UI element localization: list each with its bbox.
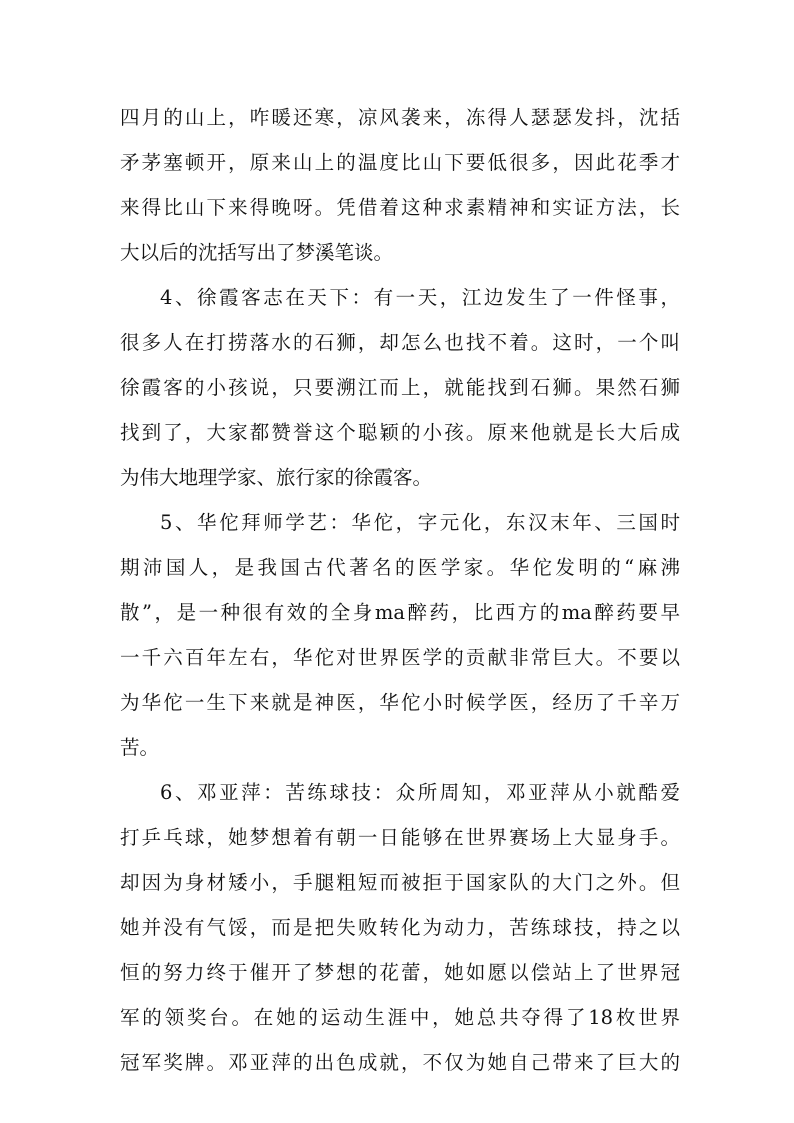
text-line: 期沛国人，是我国古代著名的医学家。华佗发明的“麻沸: [120, 556, 680, 579]
text-line: 来得比山下来得晚呀。凭借着这种求素精神和实证方法，长: [120, 196, 680, 219]
text-line: 四月的山上，咋暖还寒，凉风袭来，冻得人瑟瑟发抖，沈括: [120, 106, 680, 129]
text-line: 一千六百年左右，华佗对世界医学的贡献非常巨大。不要以: [120, 646, 680, 669]
text-line: 散”，是一种很有效的全身ma醉药，比西方的ma醉药要早: [120, 601, 680, 624]
paragraph-deng-yaping: [120, 770, 680, 1085]
text-line: 为华佗一生下来就是神医，华佗小时候学医，经历了千辛万: [120, 691, 680, 714]
text-line: 大以后的沈括写出了梦溪笔谈。: [120, 241, 394, 264]
paragraph-shen-kuo-continued: [120, 95, 680, 275]
text-line: 6、邓亚萍：苦练球技：众所周知，邓亚萍从小就酷爱: [160, 781, 680, 804]
text-line: 找到了，大家都赞誉这个聪颖的小孩。原来他就是长大后成: [120, 421, 680, 444]
text-line: 却因为身材矮小，手腿粗短而被拒于国家队的大门之外。但: [120, 871, 680, 894]
text-line: 恒的努力终于催开了梦想的花蕾，她如愿以偿站上了世界冠: [120, 961, 680, 984]
text-line: 徐霞客的小孩说，只要溯江而上，就能找到石狮。果然石狮: [120, 376, 680, 399]
paragraph-hua-tuo: [120, 500, 680, 770]
text-line: 为伟大地理学家、旅行家的徐霞客。: [120, 466, 433, 489]
text-line: 4、徐霞客志在天下：有一天，江边发生了一件怪事，: [160, 286, 680, 309]
text-line: 矛茅塞顿开，原来山上的温度比山下要低很多，因此花季才: [120, 151, 680, 174]
text-line: 她并没有气馁，而是把失败转化为动力，苦练球技，持之以: [120, 916, 680, 939]
text-line: 很多人在打捞落水的石狮，却怎么也找不着。这时，一个叫: [120, 331, 680, 354]
text-line: 苦。: [120, 736, 160, 759]
body-text: [120, 95, 680, 1085]
text-line: 打乒乓球，她梦想着有朝一日能够在世界赛场上大显身手。: [120, 826, 680, 849]
text-line: 5、华佗拜师学艺：华佗，字元化，东汉末年、三国时: [160, 511, 680, 534]
text-line: 军的领奖台。在她的运动生涯中，她总共夺得了18枚世界: [120, 1006, 680, 1029]
paragraph-xu-xiake: [120, 275, 680, 500]
text-line: 冠军奖牌。邓亚萍的出色成就，不仅为她自己带来了巨大的: [120, 1051, 680, 1074]
